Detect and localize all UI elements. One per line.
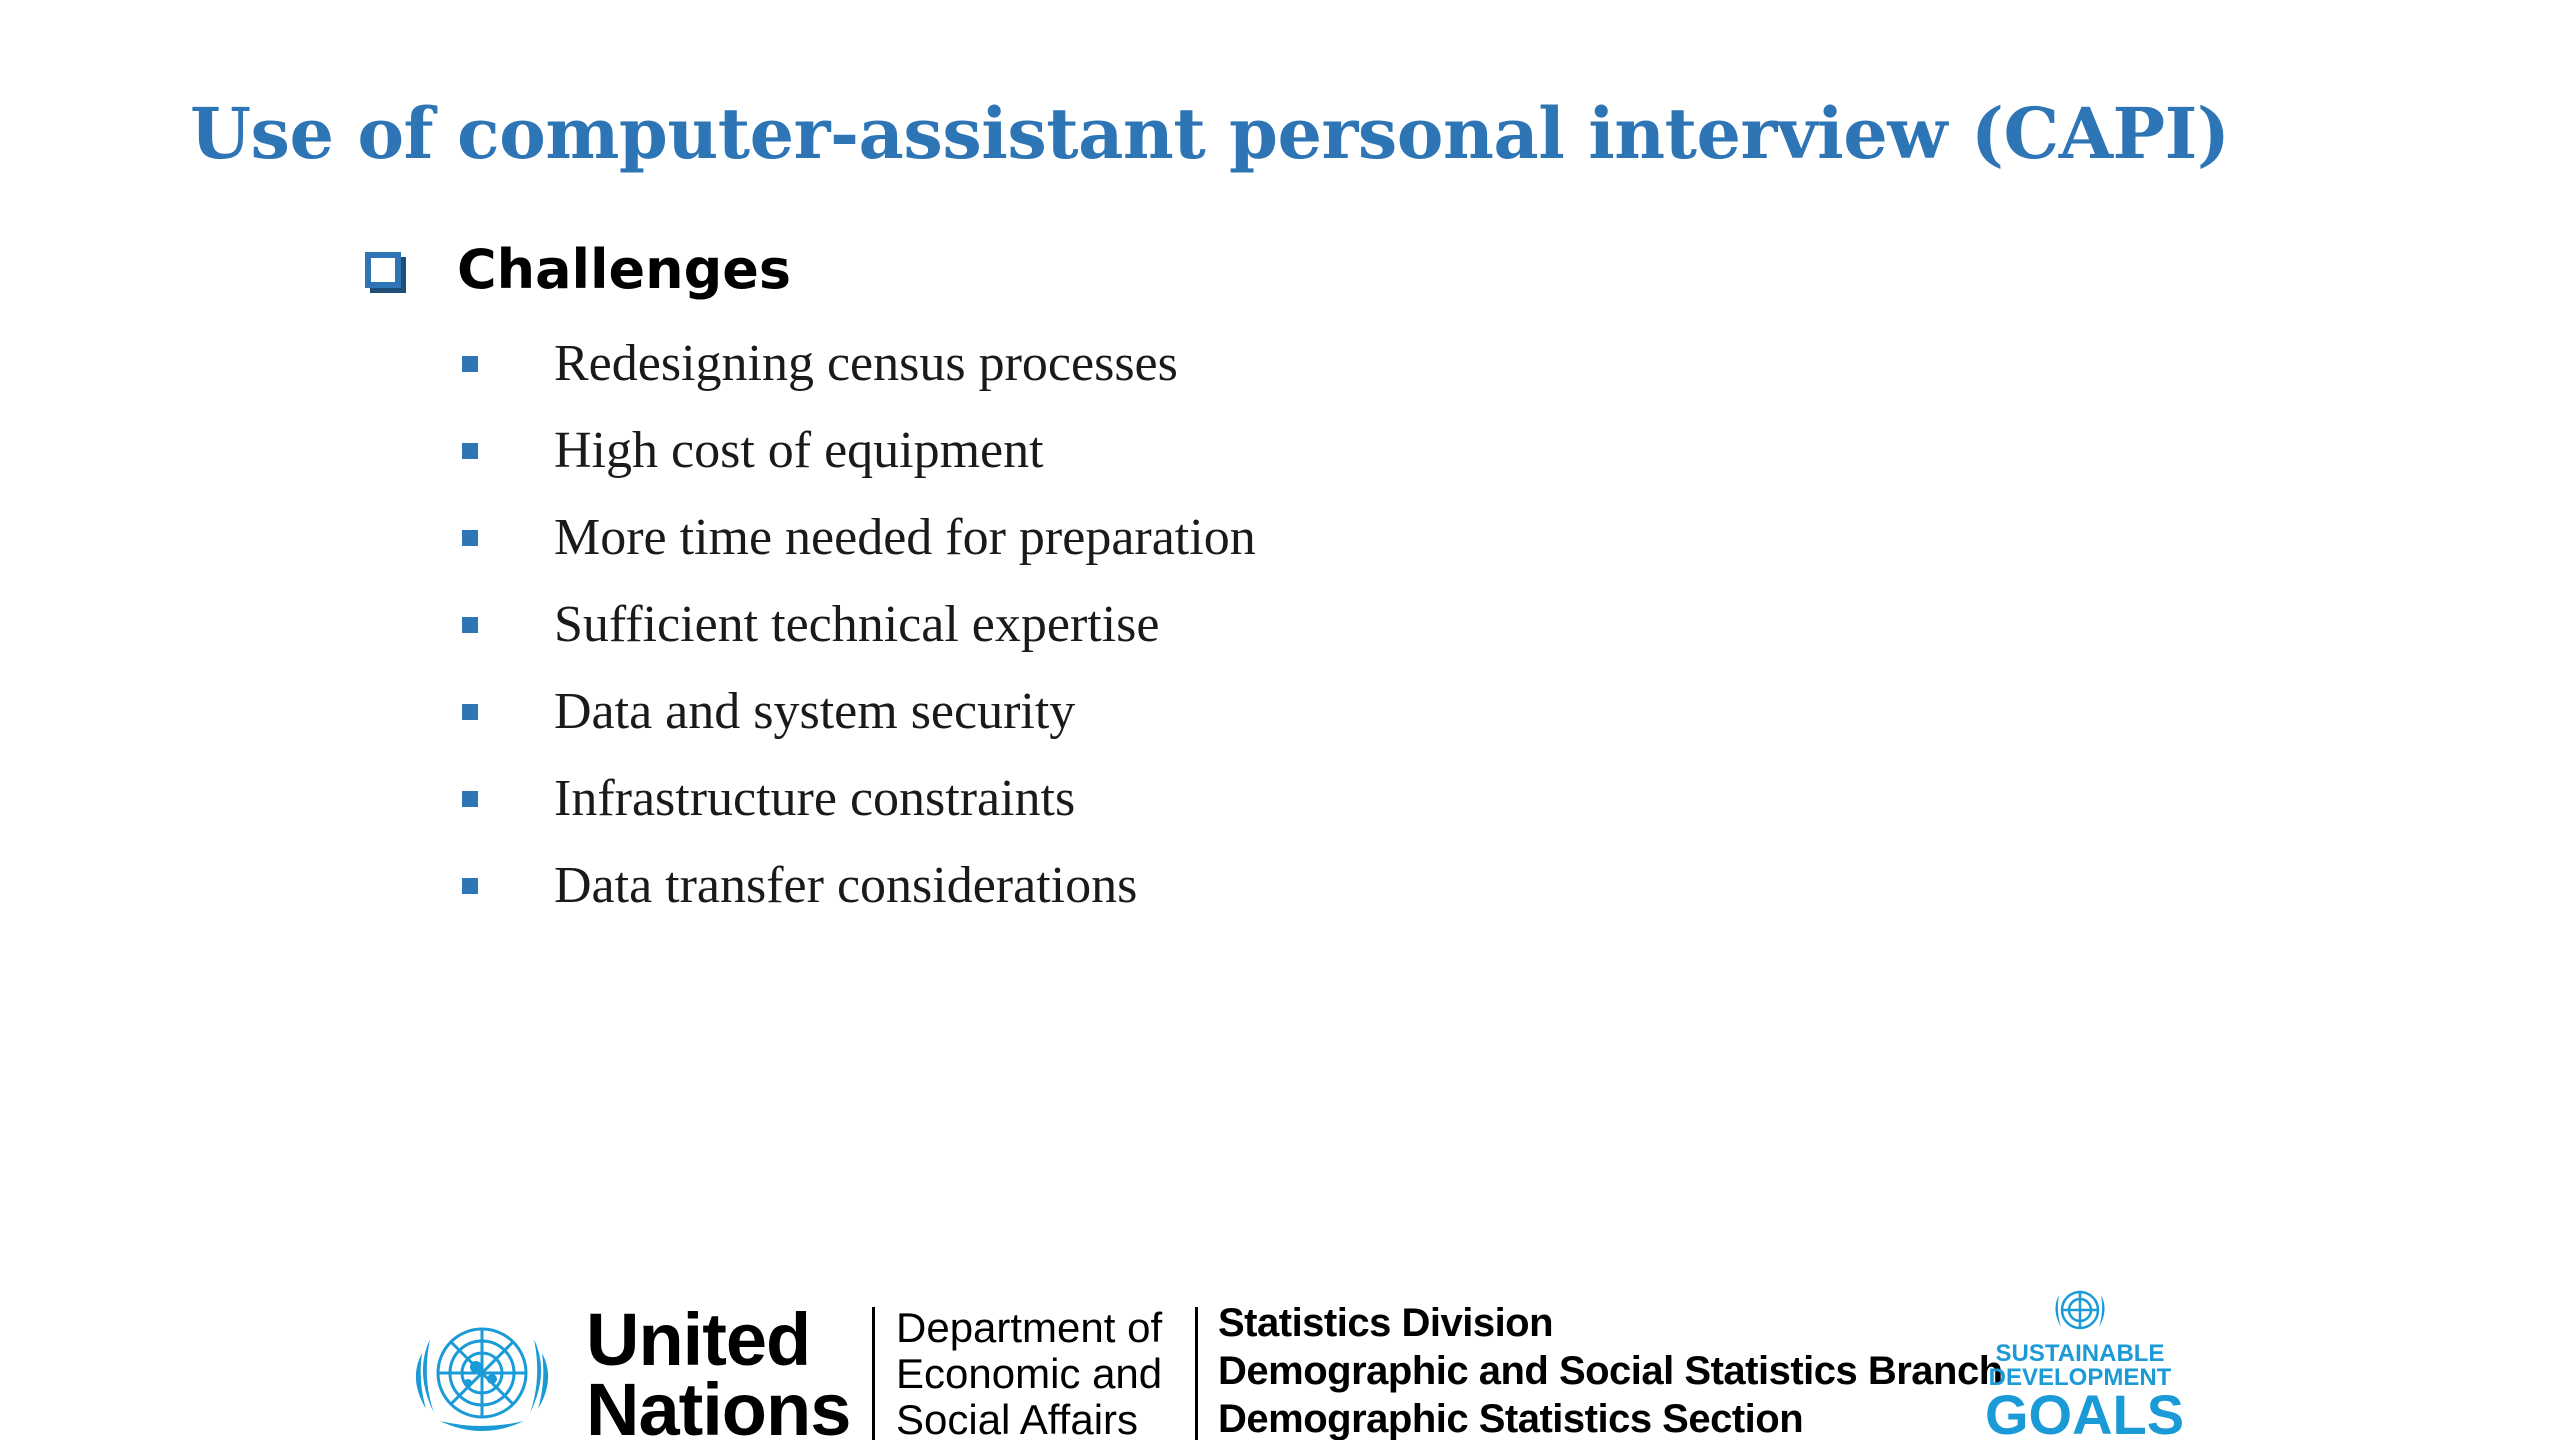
list-item <box>462 842 1256 929</box>
footer-logos <box>400 1285 2185 1440</box>
square-bullet-icon <box>462 443 478 459</box>
dept-line-3: Social Affairs <box>896 1396 1139 1440</box>
list-item <box>462 407 1256 494</box>
dept-line-2: Economic and <box>896 1350 1163 1397</box>
list-item-text: Data transfer considerations <box>554 857 1138 914</box>
footer-divider <box>1195 1307 1198 1440</box>
list-item-text: More time needed for preparation <box>554 509 1256 566</box>
list-item <box>462 320 1256 407</box>
list-item <box>462 755 1256 842</box>
un-line-2: Nations <box>586 1368 851 1440</box>
list-item <box>462 581 1256 668</box>
list-item <box>462 668 1256 755</box>
sdg-line-1: SUSTAINABLE <box>1995 1340 2165 1367</box>
challenge-list <box>462 320 1256 929</box>
checkbox-icon <box>365 252 401 288</box>
square-bullet-icon <box>462 704 478 720</box>
department-name <box>896 1305 1162 1440</box>
sdg-wheel-icon <box>2051 1285 2109 1335</box>
statistics-division <box>1218 1299 2003 1440</box>
un-wordmark <box>586 1298 851 1440</box>
list-item <box>462 494 1256 581</box>
list-item-text: Data and system security <box>554 683 1076 740</box>
section-header <box>365 238 791 301</box>
list-item-text: Sufficient technical expertise <box>554 596 1160 653</box>
square-bullet-icon <box>462 356 478 372</box>
footer-divider <box>872 1307 875 1440</box>
stats-line-2: Demographic and Social Statistics Branch <box>1218 1349 2003 1393</box>
square-bullet-icon <box>462 791 478 807</box>
stats-line-3: Demographic Statistics Section <box>1218 1397 1804 1440</box>
stats-line-1: Statistics Division <box>1218 1301 1554 1345</box>
list-item-text: Infrastructure constraints <box>554 770 1076 827</box>
dept-line-1: Department of <box>896 1304 1163 1351</box>
sdg-logo <box>1985 1285 2185 1440</box>
section-label: Challenges <box>457 238 792 301</box>
un-line-1: United <box>586 1298 811 1381</box>
list-item-text: High cost of equipment <box>554 422 1044 479</box>
square-bullet-icon <box>462 878 478 894</box>
square-bullet-icon <box>462 530 478 546</box>
square-bullet-icon <box>462 617 478 633</box>
sdg-line-2: DEVELOPMENT <box>1988 1364 2172 1391</box>
slide-title: Use of computer-assistant personal interview (CAPI) <box>190 92 2230 175</box>
un-emblem-icon <box>400 1309 564 1440</box>
sdg-line-3: GOALS <box>1985 1383 2185 1440</box>
list-item-text: Redesigning census processes <box>554 335 1178 392</box>
